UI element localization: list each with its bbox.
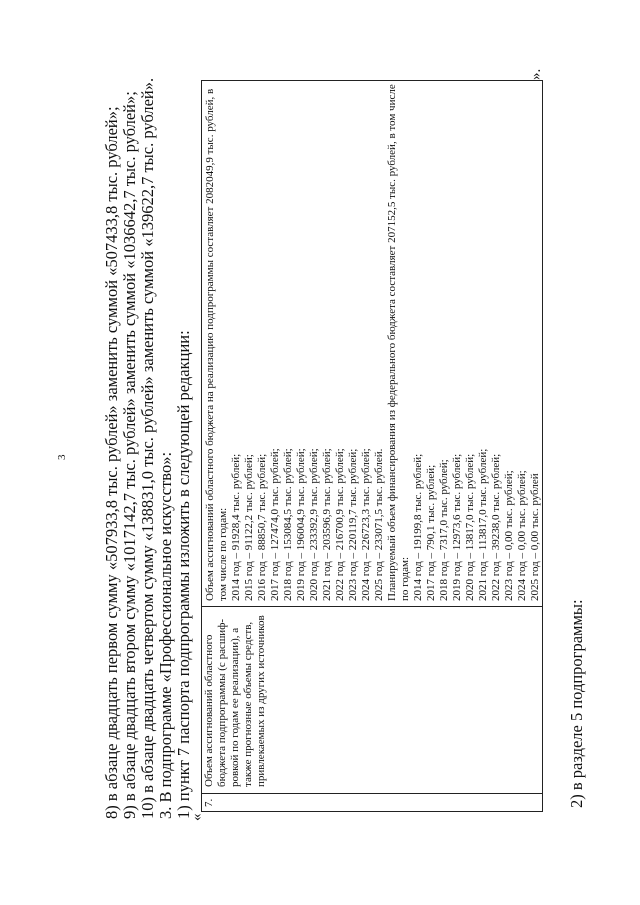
amendment-item-10: 10) в абзаце двадцать четвертом сумму «138831,0 тыс. рублей» заменить суммой «139622,7 тыс. рублей».: [138, 77, 157, 819]
section-5-reference: 2) в разделе 5 подпрограммы:: [567, 599, 586, 808]
closing-quote: ».: [528, 68, 544, 80]
page-number: 3: [56, 454, 68, 460]
regional-year-item: 2023 год – 220119,7 тыс. рублей;: [347, 448, 359, 601]
opening-quote: «: [189, 813, 205, 821]
federal-year-item: 2018 год – 7317,0 тыс. рублей;: [438, 459, 450, 601]
federal-intro-line: по годам:: [399, 556, 411, 601]
label-line: привлекаемых из других источников: [255, 615, 267, 787]
regional-intro-line: том числе по годам:: [217, 507, 229, 601]
label-line: Объем ассигнований областного: [203, 634, 215, 787]
regional-year-item: 2015 год – 91122,2 тыс. рублей;: [243, 454, 255, 601]
passport-table: [201, 80, 543, 812]
regional-year-item: 2014 год – 91928,4 тыс. рублей;: [230, 453, 242, 601]
regional-year-item: 2017 год – 127474,0 тыс. рублей;: [269, 448, 281, 601]
federal-year-item: 2019 год – 12973,6 тыс. рублей;: [451, 453, 463, 601]
federal-year-item: 2014 год – 19199,8 тыс. рублей;: [412, 453, 424, 601]
row-number: 7.: [202, 794, 543, 812]
regional-year-item: 2024 год – 226723,3 тыс. рублей;: [360, 448, 372, 601]
row-label: [202, 607, 543, 794]
federal-year-item: 2025 год – 0,00 тыс. рублей: [529, 473, 541, 601]
amendment-item-9: 9) в абзаце двадцать втором сумму «1017142,7 тыс. рублей» заменить суммой «1036642,7 тыс. рублей»;: [120, 91, 139, 819]
federal-year-item: 2017 год – 790,1 тыс. рублей;: [425, 464, 437, 601]
label-line: бюджета подпрограммы (с расшиф-: [216, 619, 228, 787]
regional-year-item: 2022 год – 216700,9 тыс. рублей;: [334, 448, 346, 601]
amendment-item-8: 8) в абзаце двадцать первом сумму «507933,8 тыс. рублей» заменить суммой «507433,8 тыс. рублей»;: [102, 106, 121, 819]
regional-year-item: 2019 год – 196004,9 тыс. рублей;: [295, 448, 307, 601]
label-line: также прогнозные объемы средств,: [242, 621, 254, 787]
federal-year-item: 2020 год – 13817,0 тыс. рублей;: [464, 453, 476, 601]
row-value: [202, 81, 543, 607]
regional-intro-line: Объем ассигнований областного бюджета на реализацию подпрограммы составляет 2082049,9 тыс. рублей, в: [204, 88, 216, 601]
regional-year-item: 2018 год – 153084,5 тыс. рублей;: [282, 448, 294, 601]
federal-year-item: 2024 год – 0,00 тыс. рублей;: [516, 470, 528, 601]
federal-year-item: 2021 год – 113817,0 тыс. рублей;: [477, 448, 489, 601]
regional-year-item: 2021 год – 203596,9 тыс. рублей;: [321, 448, 333, 601]
subprogram-heading: 3. В подпрограмме «Профессиональное искусство»:: [156, 451, 175, 819]
regional-year-item: 2016 год – 88850,7 тыс. рублей;: [256, 453, 268, 601]
federal-year-item: 2023 год – 0,00 тыс. рублей;: [503, 470, 515, 601]
regional-year-item: 2020 год – 233392,9 тыс. рублей;: [308, 448, 320, 601]
federal-intro-line: Планируемый объем финансирования из федерального бюджета составляет 207152,5 тыс. рублей, в том числе: [386, 84, 398, 601]
passport-clause-intro: 1) пункт 7 паспорта подпрограммы изложить в следующей редакции:: [174, 330, 193, 819]
label-line: ровкой по годам ее реализации), а: [229, 627, 241, 787]
federal-year-item: 2022 год – 39238,0 тыс. рублей;: [490, 453, 502, 601]
table-row: [202, 81, 543, 812]
regional-year-item: 2025 год – 233071,5 тыс. рублей.: [373, 448, 385, 601]
